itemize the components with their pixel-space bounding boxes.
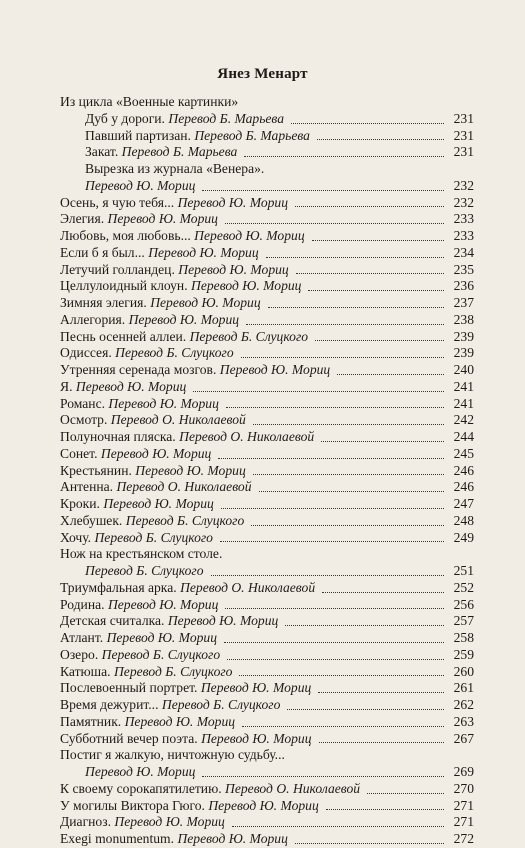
toc-entry-text	[60, 228, 308, 243]
dot-leader	[295, 843, 444, 844]
poem-title: Крестьянин.	[60, 462, 132, 478]
dot-leader	[242, 726, 444, 727]
toc-entry	[60, 245, 474, 262]
dot-leader	[202, 776, 444, 777]
dot-leader	[291, 123, 444, 124]
poem-title: Памятник.	[60, 713, 122, 729]
poem-title: Элегия.	[60, 211, 105, 227]
toc-entry	[60, 647, 474, 664]
page-number: 271	[446, 798, 474, 815]
dot-leader	[239, 675, 444, 676]
page-number: 248	[446, 513, 474, 530]
poem-title: Из цикла «Военные картинки»	[60, 94, 239, 109]
toc-entry	[60, 295, 474, 312]
translator-credit: Перевод Ю. Мориц	[150, 295, 261, 310]
poem-title: Я.	[60, 378, 73, 394]
translator-credit: Перевод Ю. Мориц	[107, 211, 218, 227]
dot-leader	[268, 307, 444, 308]
poem-title: Полуночная пляска.	[60, 429, 176, 444]
page-number: 259	[446, 647, 474, 664]
page-number: 256	[446, 597, 474, 614]
translator-credit: Перевод О. Николаевой	[116, 479, 252, 495]
poem-title: У могилы Виктора Гюго.	[60, 797, 205, 813]
page-number: 262	[446, 697, 474, 714]
toc-entry-text	[60, 379, 189, 394]
dot-leader	[225, 608, 444, 609]
toc-entry-text	[60, 479, 255, 494]
toc-entry-text	[60, 647, 223, 662]
translator-credit: Перевод Ю. Мориц	[177, 831, 288, 846]
page-number: 232	[446, 195, 474, 212]
dot-leader	[251, 525, 444, 526]
translator-credit: Перевод Б. Слуцкого	[115, 345, 234, 361]
toc-entry	[60, 731, 474, 748]
dot-leader	[295, 206, 444, 207]
page-number: 260	[446, 664, 474, 681]
page-number: 252	[446, 580, 474, 597]
toc-entry	[60, 580, 474, 597]
page-number: 271	[446, 814, 474, 831]
page-number: 240	[446, 362, 474, 379]
toc-entry-text	[60, 680, 314, 695]
toc-entry-text	[85, 764, 198, 779]
translator-credit: Перевод Б. Марьева	[121, 144, 238, 160]
page-number: 232	[446, 178, 474, 195]
toc-entry	[60, 697, 474, 714]
dot-leader	[308, 290, 444, 291]
toc-entry	[60, 195, 474, 212]
page-number: 231	[446, 111, 474, 128]
toc-entry	[60, 329, 474, 346]
dot-leader	[259, 491, 444, 492]
poem-title: Детская считалка.	[60, 613, 165, 629]
page-number: 272	[446, 831, 474, 848]
toc-entry-text	[60, 412, 249, 427]
toc-entry	[60, 530, 474, 547]
translator-credit: Перевод О. Николаевой	[110, 412, 246, 428]
dot-leader	[321, 441, 444, 442]
toc-entry	[60, 680, 474, 697]
dot-leader	[220, 541, 444, 542]
dot-leader	[312, 240, 444, 241]
page-number: 244	[446, 429, 474, 446]
page-number: 236	[446, 278, 474, 295]
translator-credit: Перевод Ю. Мориц	[148, 244, 259, 260]
toc-entry-text	[60, 831, 291, 846]
toc-entry-text	[60, 747, 288, 762]
poem-title: Одиссея.	[60, 345, 112, 361]
toc-entry-text	[60, 211, 221, 226]
toc-entry	[60, 479, 474, 496]
dot-leader	[253, 474, 444, 475]
poem-title: Дуб у дороги.	[85, 110, 165, 126]
dot-leader	[287, 709, 444, 710]
page-number: 246	[446, 463, 474, 480]
page-number: 246	[446, 479, 474, 496]
poem-title: Песнь осенней аллеи.	[60, 328, 187, 344]
toc-entry-text	[60, 94, 241, 109]
toc-entry	[60, 262, 474, 279]
translator-credit: Перевод Ю. Мориц	[85, 177, 196, 193]
dot-leader	[266, 257, 444, 258]
translator-credit: Перевод Ю. Мориц	[201, 730, 312, 746]
translator-credit: Перевод Ю. Мориц	[135, 462, 246, 478]
page-number: 270	[446, 781, 474, 798]
toc-entry	[60, 463, 474, 480]
toc-entry	[60, 798, 474, 815]
dot-leader	[326, 809, 444, 810]
toc-entry	[60, 128, 474, 145]
poem-title: Зимняя элегия.	[60, 295, 147, 310]
page-number: 251	[446, 563, 474, 580]
toc-entry-text	[60, 664, 235, 679]
translator-credit: Перевод Ю. Мориц	[194, 228, 305, 243]
toc-entry-text	[60, 597, 221, 612]
translator-credit: Перевод Ю. Мориц	[178, 261, 289, 277]
page-number: 241	[446, 379, 474, 396]
toc-entry-text	[85, 144, 240, 159]
translator-credit: Перевод Ю. Мориц	[108, 395, 219, 411]
poem-title: Если б я был...	[60, 244, 145, 260]
dot-leader	[246, 324, 444, 325]
toc-entry	[60, 496, 474, 513]
page-number: 269	[446, 764, 474, 781]
page-number: 234	[446, 245, 474, 262]
toc-entry-text	[60, 463, 249, 478]
toc-entry-text	[60, 530, 216, 545]
translator-credit: Перевод Б. Марьева	[168, 110, 285, 126]
toc-entry	[60, 278, 474, 295]
toc-entry	[60, 211, 474, 228]
translator-credit: Перевод Б. Марьева	[194, 127, 310, 143]
translator-credit: Перевод Б. Слуцкого	[125, 512, 245, 528]
dot-leader	[244, 156, 444, 157]
toc-entry-text	[60, 429, 317, 444]
translator-credit: Перевод Б. Слуцкого	[113, 663, 233, 679]
toc-entry-text	[60, 312, 242, 327]
poem-title: Любовь, моя любовь...	[60, 228, 191, 243]
poem-title: К своему сорокапятилетию.	[60, 780, 222, 796]
dot-leader	[225, 223, 444, 224]
toc-entry-text	[60, 262, 292, 277]
toc-entry	[60, 831, 474, 848]
toc-entry	[60, 781, 474, 798]
dot-leader	[226, 407, 444, 408]
toc-entry	[60, 379, 474, 396]
toc-entry-text	[85, 161, 267, 176]
poem-title: Антенна.	[60, 479, 114, 495]
poem-title: Закат.	[85, 144, 119, 160]
toc-entry-text	[60, 329, 311, 344]
toc-entry	[60, 764, 474, 781]
page-number: 242	[446, 412, 474, 429]
dot-leader	[193, 391, 444, 392]
toc-entry-text	[60, 697, 283, 712]
toc-entry-text	[60, 278, 304, 293]
translator-credit: Перевод Ю. Мориц	[200, 680, 312, 696]
toc-entry	[60, 144, 474, 161]
poem-title: Exegi monumentum.	[60, 831, 175, 846]
toc-entry-text	[85, 128, 313, 143]
toc-entry	[60, 597, 474, 614]
page-number: 235	[446, 262, 474, 279]
translator-credit: Перевод Б. Слуцкого	[189, 328, 309, 344]
table-of-contents	[60, 94, 474, 848]
poem-title: Хочу.	[60, 529, 92, 545]
translator-credit: Перевод Ю. Мориц	[219, 362, 331, 377]
dot-leader	[367, 793, 444, 794]
toc-entry-text	[60, 446, 214, 461]
toc-entry-text	[60, 362, 333, 377]
toc-entry-text	[60, 546, 225, 561]
toc-entry	[60, 429, 474, 446]
translator-credit: Перевод Б. Слуцкого	[161, 697, 281, 712]
toc-entry-text	[60, 513, 247, 528]
dot-leader	[221, 508, 444, 509]
toc-entry-text	[60, 814, 228, 829]
toc-entry-text	[60, 396, 222, 411]
dot-leader	[296, 273, 444, 274]
toc-entry	[60, 94, 474, 111]
toc-entry-text	[60, 295, 264, 310]
poem-title: Осень, я чую тебя...	[60, 194, 175, 210]
page-number: 238	[446, 312, 474, 329]
toc-entry	[60, 178, 474, 195]
toc-entry-text	[85, 563, 207, 578]
toc-entry-text	[85, 111, 287, 126]
toc-entry-text	[85, 178, 198, 193]
section-title: Янез Менарт	[217, 66, 308, 82]
poem-title: Аллегория.	[60, 311, 126, 327]
toc-entry-text	[60, 245, 262, 260]
toc-entry	[60, 613, 474, 630]
toc-entry	[60, 412, 474, 429]
translator-credit: Перевод Ю. Мориц	[75, 378, 187, 394]
dot-leader	[285, 625, 444, 626]
toc-entry-text	[60, 731, 315, 746]
poem-title: Диагноз.	[60, 814, 111, 830]
dot-leader	[317, 139, 444, 140]
page-number: 267	[446, 731, 474, 748]
page-number: 247	[446, 496, 474, 513]
toc-entry	[60, 814, 474, 831]
poem-title: Целлулоидный клоун.	[60, 278, 188, 294]
page-number: 239	[446, 329, 474, 346]
toc-entry-text	[60, 630, 220, 645]
translator-credit: Перевод Ю. Мориц	[128, 311, 240, 327]
dot-leader	[224, 642, 444, 643]
translator-credit: Перевод Б. Слуцкого	[94, 529, 213, 545]
poem-title: Озеро.	[60, 646, 99, 662]
page-number: 239	[446, 345, 474, 362]
translator-credit: Перевод О. Николаевой	[180, 579, 316, 595]
poem-title: Катюша.	[60, 663, 111, 679]
translator-credit: Перевод Ю. Мориц	[177, 194, 289, 210]
toc-entry	[60, 630, 474, 647]
page-number: 231	[446, 128, 474, 145]
poem-title: Вырезка из журнала «Венера».	[85, 161, 265, 176]
dot-leader	[227, 659, 444, 660]
translator-credit: Перевод Ю. Мориц	[167, 613, 279, 629]
translator-credit: Перевод Ю. Мориц	[103, 496, 214, 511]
toc-entry-text	[60, 714, 238, 729]
translator-credit: Перевод О. Николаевой	[225, 780, 361, 796]
poem-title: Сонет.	[60, 445, 98, 461]
page-number: 233	[446, 228, 474, 245]
toc-entry-text	[60, 195, 291, 210]
page-number: 249	[446, 530, 474, 547]
toc-entry-text	[60, 781, 363, 796]
translator-credit: Перевод Б. Слуцкого	[101, 646, 221, 662]
page-number: 257	[446, 613, 474, 630]
toc-entry	[60, 161, 474, 178]
poem-title: Кроки.	[60, 496, 100, 511]
poem-title: Постиг я жалкую, ничтожную судьбу...	[60, 747, 285, 763]
toc-entry	[60, 747, 474, 764]
poem-title: Утренняя серенада мозгов.	[60, 362, 217, 377]
dot-leader	[337, 374, 444, 375]
translator-credit: Перевод Ю. Мориц	[107, 596, 219, 612]
toc-entry	[60, 111, 474, 128]
toc-entry	[60, 362, 474, 379]
poem-title: Родина.	[60, 596, 105, 612]
toc-entry	[60, 563, 474, 580]
dot-leader	[202, 190, 444, 191]
translator-credit: Перевод Ю. Мориц	[114, 814, 225, 830]
page-number: 231	[446, 144, 474, 161]
poem-title: Нож на крестьянском столе.	[60, 546, 223, 562]
translator-credit: Перевод Б. Слуцкого	[85, 563, 204, 578]
poem-title: Атлант.	[60, 630, 104, 645]
toc-entry	[60, 513, 474, 530]
page-number: 241	[446, 396, 474, 413]
translator-credit: Перевод Ю. Мориц	[208, 797, 319, 813]
dot-leader	[318, 692, 444, 693]
dot-leader	[322, 592, 444, 593]
page-number: 263	[446, 714, 474, 731]
poem-title: Послевоенный портрет.	[60, 680, 198, 696]
dot-leader	[232, 826, 444, 827]
toc-entry-text	[60, 613, 281, 628]
dot-leader	[315, 340, 444, 341]
toc-entry	[60, 345, 474, 362]
poem-title: Романс.	[60, 395, 106, 411]
translator-credit: Перевод Ю. Мориц	[124, 713, 236, 729]
page-number: 237	[446, 295, 474, 312]
translator-credit: Перевод Ю. Мориц	[191, 278, 302, 294]
toc-entry	[60, 312, 474, 329]
toc-entry	[60, 446, 474, 463]
page-number: 233	[446, 211, 474, 228]
toc-entry	[60, 396, 474, 413]
dot-leader	[241, 357, 444, 358]
translator-credit: Перевод Ю. Мориц	[85, 764, 196, 779]
poem-title: Павший партизан.	[85, 127, 191, 143]
dot-leader	[253, 424, 444, 425]
page-number: 245	[446, 446, 474, 463]
poem-title: Осмотр.	[60, 412, 108, 428]
toc-entry	[60, 228, 474, 245]
page-number: 261	[446, 680, 474, 697]
page-number: 258	[446, 630, 474, 647]
poem-title: Хлебушек.	[60, 512, 123, 528]
toc-entry-text	[60, 345, 237, 360]
toc-entry	[60, 714, 474, 731]
toc-entry	[60, 664, 474, 681]
translator-credit: Перевод Ю. Мориц	[106, 630, 218, 645]
toc-entry-text	[60, 580, 318, 595]
poem-title: Время дежурит...	[60, 697, 159, 712]
toc-entry	[60, 546, 474, 563]
toc-entry-text	[60, 496, 217, 511]
translator-credit: Перевод О. Николаевой	[179, 429, 315, 444]
dot-leader	[319, 742, 444, 743]
translator-credit: Перевод Ю. Мориц	[100, 445, 212, 461]
poem-title: Субботний вечер поэта.	[60, 730, 198, 746]
dot-leader	[211, 575, 444, 576]
poem-title: Триумфальная арка.	[60, 579, 177, 595]
dot-leader	[218, 458, 444, 459]
poem-title: Летучий голландец.	[60, 261, 175, 277]
